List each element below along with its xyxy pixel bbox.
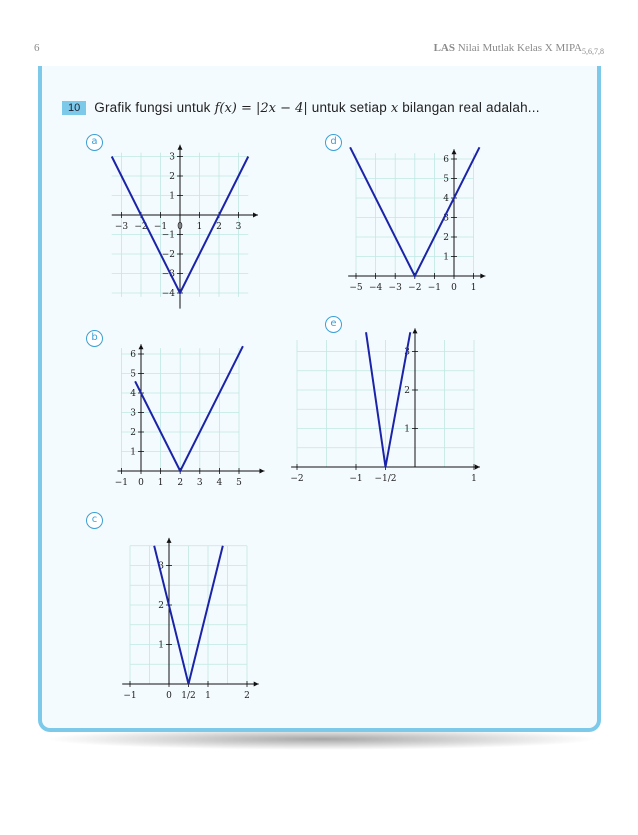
x-tick-label: −3 (388, 283, 402, 293)
y-tick-label: 1 (130, 447, 136, 458)
y-tick-label: 2 (404, 386, 410, 396)
x-tick-label: −2 (290, 474, 304, 484)
x-tick-label: 0 (451, 283, 457, 293)
y-axis-arrow (139, 344, 144, 349)
x-tick-label: 1 (196, 222, 203, 232)
y-tick-label: 6 (443, 155, 449, 165)
x-tick-label: −1 (114, 478, 129, 488)
x-axis-arrow (480, 274, 485, 279)
function-curve (135, 346, 243, 471)
x-axis-arrow (475, 465, 480, 470)
running-title-sub: 5,6,7,8 (582, 47, 604, 57)
y-tick-label: 2 (158, 601, 164, 611)
running-title-text: Nilai Mutlak Kelas X MIPA (454, 42, 582, 54)
x-tick-label: −1/2 (374, 474, 397, 484)
option-badge-d[interactable]: d (325, 134, 342, 151)
y-axis-arrow (167, 538, 172, 543)
y-tick-label: 3 (158, 561, 164, 572)
x-tick-label: 3 (196, 478, 203, 488)
y-tick-label: 6 (130, 350, 136, 360)
question-variable: x (390, 101, 399, 116)
x-tick-label: 1/2 (181, 691, 196, 701)
x-tick-label: −3 (114, 222, 129, 232)
x-tick-label: −1 (123, 691, 137, 701)
graph-d (340, 140, 495, 300)
y-tick-label: −3 (161, 269, 175, 280)
question-text-after: bilangan real adalah... (398, 100, 540, 115)
y-axis-arrow (178, 145, 183, 150)
x-tick-label: 2 (177, 478, 184, 488)
y-tick-label: 5 (130, 369, 136, 380)
y-tick-label: 3 (404, 347, 410, 358)
x-tick-label: 1 (157, 478, 164, 488)
x-tick-label: 4 (216, 478, 223, 488)
y-tick-label: 4 (443, 194, 449, 204)
question-text-before: Grafik fungsi untuk (94, 100, 215, 115)
y-tick-label: 1 (158, 640, 164, 651)
x-axis-arrow (254, 682, 259, 687)
y-tick-label: 1 (404, 424, 410, 435)
y-axis-arrow (413, 328, 418, 333)
x-tick-label: −2 (408, 283, 422, 293)
running-title-bold: LAS (433, 42, 455, 54)
graph-e (290, 326, 490, 491)
option-badge-b[interactable]: b (86, 330, 103, 347)
x-tick-label: −1 (153, 222, 168, 232)
x-tick-label: 1 (470, 283, 477, 293)
x-tick-label: 1 (205, 691, 211, 701)
option-badge-e[interactable]: e (325, 316, 342, 333)
x-tick-label: −1 (427, 283, 442, 293)
graph-b (102, 336, 267, 491)
question-function: f(x) = |2x − 4| (214, 101, 308, 116)
y-tick-label: 2 (443, 233, 449, 243)
x-tick-label: 5 (236, 478, 242, 488)
y-tick-label: 4 (130, 389, 136, 399)
x-tick-label: 3 (235, 222, 242, 232)
y-tick-label: 5 (443, 174, 449, 185)
question-number: 10 (62, 101, 86, 115)
x-tick-label: −2 (134, 222, 148, 232)
x-tick-label: −1 (349, 474, 363, 484)
y-tick-label: 3 (130, 408, 136, 419)
y-tick-label: 3 (443, 213, 449, 224)
x-axis-arrow (259, 469, 264, 474)
y-tick-label: 3 (169, 152, 175, 163)
y-tick-label: 1 (443, 252, 449, 263)
x-axis-arrow (253, 213, 258, 218)
x-tick-label: 1 (471, 474, 477, 484)
y-tick-label: 2 (130, 428, 136, 438)
x-tick-label: 2 (244, 691, 250, 701)
x-tick-label: 2 (216, 222, 222, 232)
y-tick-label: −1 (161, 230, 175, 241)
y-tick-label: −2 (161, 250, 175, 260)
graph-c (102, 538, 274, 703)
x-tick-label: 0 (166, 691, 172, 701)
y-tick-label: 1 (169, 191, 175, 202)
graph-a (102, 140, 262, 325)
x-tick-label: −4 (368, 283, 383, 293)
option-badge-c[interactable]: c (86, 512, 103, 529)
y-axis-arrow (452, 149, 457, 154)
x-tick-label: 0 (177, 222, 183, 232)
question-text-mid: untuk setiap (307, 100, 391, 115)
y-tick-label: −4 (161, 289, 175, 299)
running-title (434, 42, 604, 56)
question-line (62, 100, 582, 117)
option-badge-a[interactable]: a (86, 134, 103, 151)
x-tick-label: 0 (138, 478, 144, 488)
x-tick-label: −5 (349, 283, 363, 293)
page-number: 6 (34, 42, 40, 54)
y-tick-label: 2 (169, 172, 175, 182)
